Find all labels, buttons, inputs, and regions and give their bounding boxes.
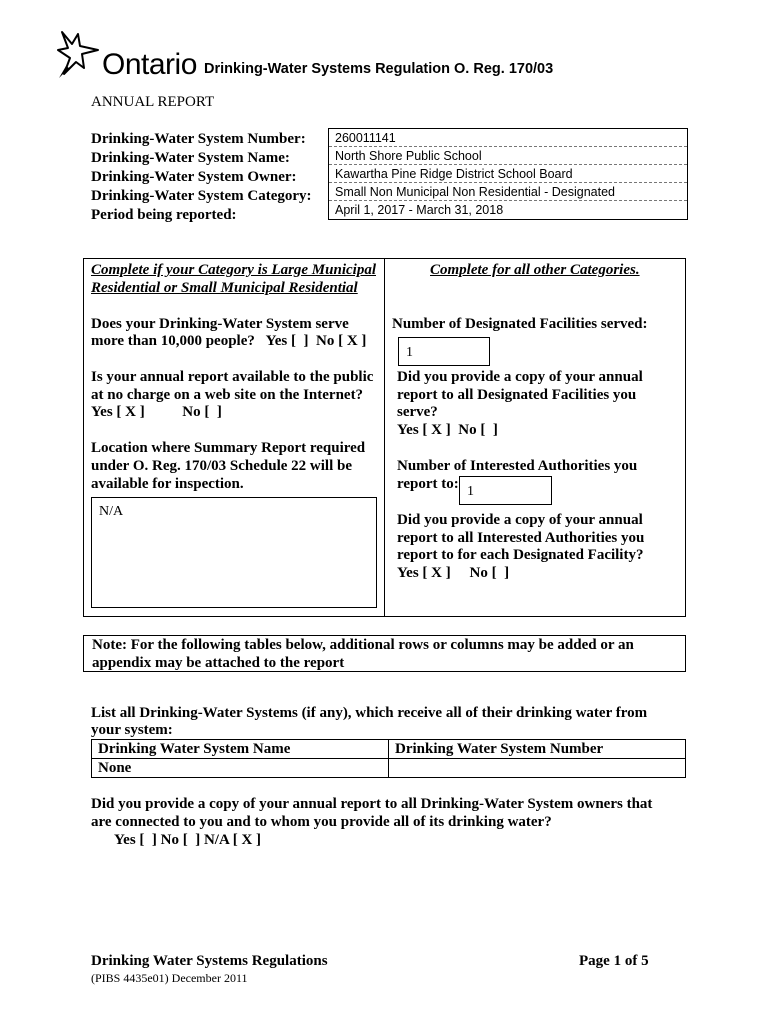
facilities-field[interactable]: 1 (398, 337, 490, 366)
q-authorities-line1: Did you provide a copy of your annual (397, 512, 643, 528)
form-id: (PIBS 4435e01) December 2011 (91, 971, 248, 985)
regulation-title: Drinking-Water Systems Regulation O. Reg. 170/03 (204, 61, 554, 77)
note-line1: Note: For the following tables below, additional rows or columns may be added or an (92, 637, 634, 653)
systems-intro-line1: List all Drinking-Water Systems (if any), which receive all of their drinking water from (91, 705, 648, 721)
q-population-line2: more than 10,000 people? Yes [ ] No [ X ] (91, 333, 367, 349)
page-number: Page 1 of 5 (579, 953, 649, 969)
facilities-label: Number of Designated Facilities served: (392, 316, 648, 332)
q-website-line1: Is your annual report available to the public (91, 369, 374, 385)
q-owners-line2: are connected to you and to whom you provide all of its drinking water? (91, 814, 552, 830)
note-box (83, 635, 686, 672)
authorities-field[interactable]: 1 (459, 476, 552, 505)
q-authorities-line3: report to for each Designated Facility? (397, 547, 644, 563)
q-owners-line3: Yes [ ] No [ ] N/A [ X ] (114, 832, 262, 848)
system-owner-label: Drinking-Water System Owner: (91, 169, 297, 185)
q-website-line2: at no charge on a web site on the Internet? (91, 387, 364, 403)
system-name-label: Drinking-Water System Name: (91, 150, 290, 166)
system-name-cell[interactable]: None (92, 759, 389, 778)
system-info-fields (328, 128, 688, 220)
period-field[interactable]: April 1, 2017 - March 31, 2018 (335, 203, 504, 217)
system-number-field[interactable]: 260011141 (329, 129, 687, 147)
q-website-line3: Yes [ X ] No [ ] (91, 404, 222, 420)
left-heading-line2: Residential or Small Municipal Residential (91, 280, 358, 296)
q-owners-line1: Did you provide a copy of your annual report to all Drinking-Water System owners that (91, 796, 653, 812)
q-facilities-line4: Yes [ X ] No [ ] (397, 422, 498, 438)
system-name-field[interactable]: North Shore Public School (329, 147, 687, 165)
system-number-cell[interactable] (389, 759, 686, 778)
system-category-field[interactable]: Small Non Municipal Non Residential - Designated (329, 183, 687, 201)
column-header-number: Drinking Water System Number (389, 740, 686, 759)
q-authorities-line4: Yes [ X ] No [ ] (397, 565, 510, 581)
q-population-line1: Does your Drinking-Water System serve (91, 316, 349, 332)
system-number-label: Drinking-Water System Number: (91, 131, 306, 147)
systems-intro-line2: your system: (91, 722, 173, 738)
period-label: Period being reported: (91, 207, 237, 223)
connected-systems-table (91, 739, 686, 778)
column-header-name: Drinking Water System Name (92, 740, 389, 759)
table-header-row (92, 740, 686, 759)
authorities-label-line1: Number of Interested Authorities you (397, 458, 638, 474)
report-title: ANNUAL REPORT (91, 94, 215, 110)
right-heading: Complete for all other Categories. (430, 262, 640, 278)
left-heading-line1: Complete if your Category is Large Municipal (91, 262, 376, 278)
q-authorities-line2: report to all Interested Authorities you (397, 530, 645, 546)
authorities-label-line2: report to: (397, 476, 459, 492)
q-location-line2: under O. Reg. 170/03 Schedule 22 will be (91, 458, 352, 474)
location-field[interactable]: N/A (91, 497, 377, 608)
column-divider (384, 258, 385, 617)
q-facilities-line3: serve? (397, 404, 438, 420)
system-owner-field[interactable]: Kawartha Pine Ridge District School Board (329, 165, 687, 183)
note-line2: appendix may be attached to the report (92, 654, 345, 671)
table-row (92, 759, 686, 778)
q-facilities-line1: Did you provide a copy of your annual (397, 369, 643, 385)
q-location-line1: Location where Summary Report required (91, 440, 366, 456)
ontario-wordmark: Ontario (102, 48, 197, 81)
system-category-label: Drinking-Water System Category: (91, 188, 312, 204)
footer-title: Drinking Water Systems Regulations (91, 953, 328, 969)
q-location-line3: available for inspection. (91, 476, 244, 492)
q-facilities-line2: report to all Designated Facilities you (397, 387, 637, 403)
